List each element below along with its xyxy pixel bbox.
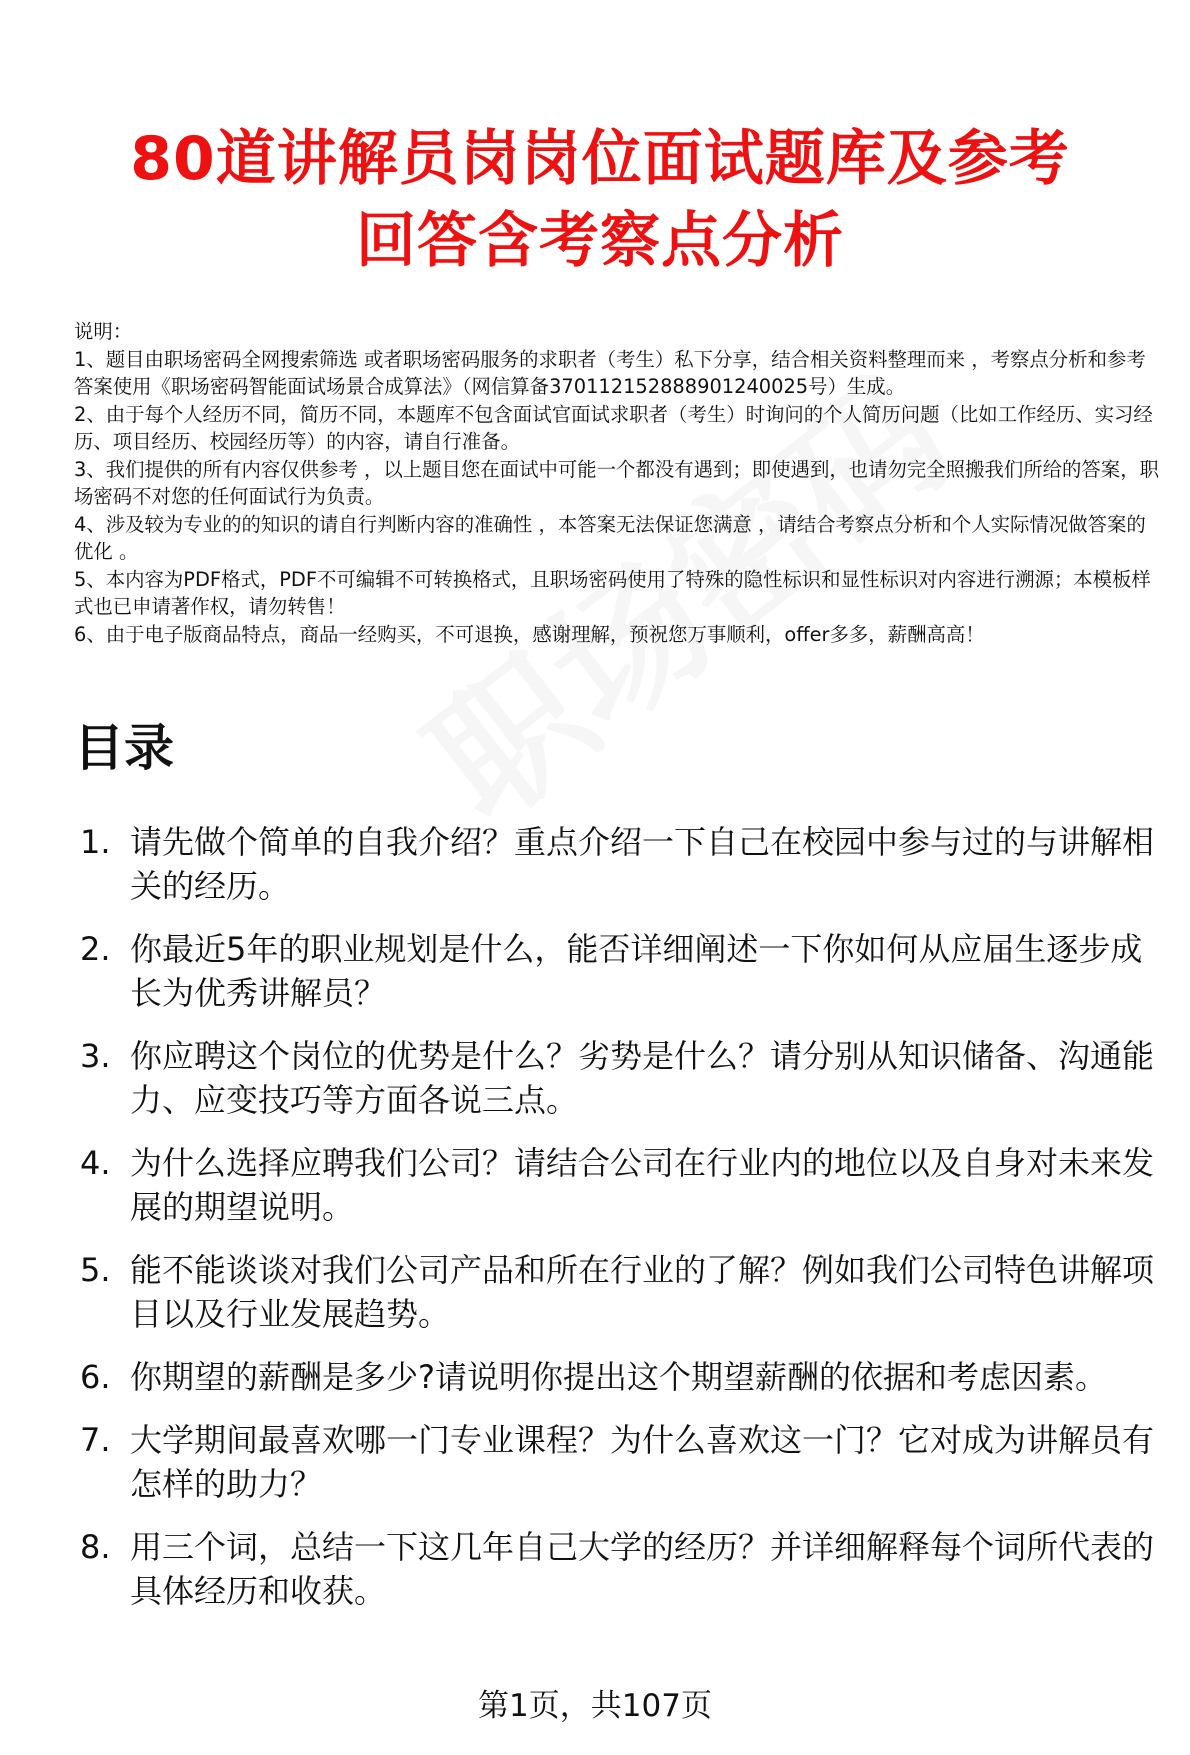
question-item[interactable] bbox=[74, 1034, 1170, 1122]
question-item[interactable] bbox=[74, 1355, 1170, 1399]
notes-heading: 说明： bbox=[74, 320, 133, 343]
question-text: 能不能谈谈对我们公司产品和所在行业的了解？例如我们公司特色讲解项目以及行业发展趋势。 bbox=[130, 1251, 1155, 1333]
question-number: 7. bbox=[80, 1421, 111, 1459]
question-item[interactable] bbox=[74, 820, 1170, 908]
question-text: 大学期间最喜欢哪一门专业课程？为什么喜欢这一门？它对成为讲解员有怎样的助力？ bbox=[130, 1421, 1155, 1503]
note-item: 3、我们提供的所有内容仅供参考 ，以上题目您在面试中可能一个都没有遇到；即使遇到，也请勿完全照搬我们所给的答案，职场密码不对您的任何面试行为负责。 bbox=[74, 457, 1159, 508]
question-text: 请先做个简单的自我介绍？重点介绍一下自己在校园中参与过的与讲解相关的经历。 bbox=[130, 823, 1155, 905]
toc-heading: 目录 bbox=[74, 719, 174, 777]
note-item: 4、涉及较为专业的的知识的请自行判断内容的准确性 ，本答案无法保证您满意 ，请结合考察点分析和个人实际情况做答案的优化 。 bbox=[74, 512, 1146, 563]
question-number: 5. bbox=[80, 1251, 111, 1289]
question-item[interactable] bbox=[74, 1248, 1170, 1336]
question-text: 你应聘这个岗位的优势是什么？劣势是什么？请分别从知识储备、沟通能力、应变技巧等方面各说三点。 bbox=[130, 1037, 1155, 1119]
question-list bbox=[74, 820, 1170, 1632]
note-item: 2、由于每个人经历不同，简历不同，本题库不包含面试官面试求职者（考生）时询问的个人简历问题（比如工作经历、实习经历、项目经历、校园经历等）的内容，请自行准备。 bbox=[74, 402, 1153, 453]
question-item[interactable] bbox=[74, 927, 1170, 1015]
question-text: 用三个词，总结一下这几年自己大学的经历？并详细解释每个词所代表的具体经历和收获。 bbox=[130, 1528, 1155, 1610]
title-line-2: 回答含考察点分析 bbox=[356, 206, 844, 276]
question-number: 2. bbox=[80, 930, 111, 968]
page-title bbox=[80, 118, 1120, 282]
question-number: 6. bbox=[80, 1358, 111, 1396]
question-number: 4. bbox=[80, 1144, 111, 1182]
question-item[interactable] bbox=[74, 1418, 1170, 1506]
question-number: 1. bbox=[80, 823, 111, 861]
question-text: 你最近5年的职业规划是什么，能否详细阐述一下你如何从应届生逐步成长为优秀讲解员？ bbox=[130, 930, 1143, 1012]
page-footer: 第1页，共107页 bbox=[478, 1688, 712, 1724]
question-text: 为什么选择应聘我们公司？请结合公司在行业内的地位以及自身对未来发展的期望说明。 bbox=[130, 1144, 1155, 1226]
notes-section bbox=[74, 318, 1164, 648]
question-item[interactable] bbox=[74, 1141, 1170, 1229]
question-item[interactable] bbox=[74, 1525, 1170, 1613]
title-line-1: 80道讲解员岗岗位面试题库及参考 bbox=[130, 124, 1070, 194]
note-item: 6、由于电子版商品特点，商品一经购买，不可退换，感谢理解，预祝您万事顺利，offer多多，薪酬高高！ bbox=[74, 622, 985, 646]
question-number: 3. bbox=[80, 1037, 111, 1075]
note-item: 1、题目由职场密码全网搜索筛选 或者职场密码服务的求职者（考生）私下分享，结合相关资料整理而来 ，考察点分析和参考答案使用《职场密码智能面试场景合成算法》（网信算备370112152888901240025号）生成。 bbox=[74, 347, 1146, 398]
question-text: 你期望的薪酬是多少?请说明你提出这个期望薪酬的依据和考虑因素。 bbox=[130, 1358, 1107, 1396]
note-item: 5、本内容为PDF格式，PDF不可编辑不可转换格式，且职场密码使用了特殊的隐性标识和显性标识对内容进行溯源；本模板样式也已申请著作权，请勿转售！ bbox=[74, 567, 1151, 618]
question-number: 8. bbox=[80, 1528, 111, 1566]
